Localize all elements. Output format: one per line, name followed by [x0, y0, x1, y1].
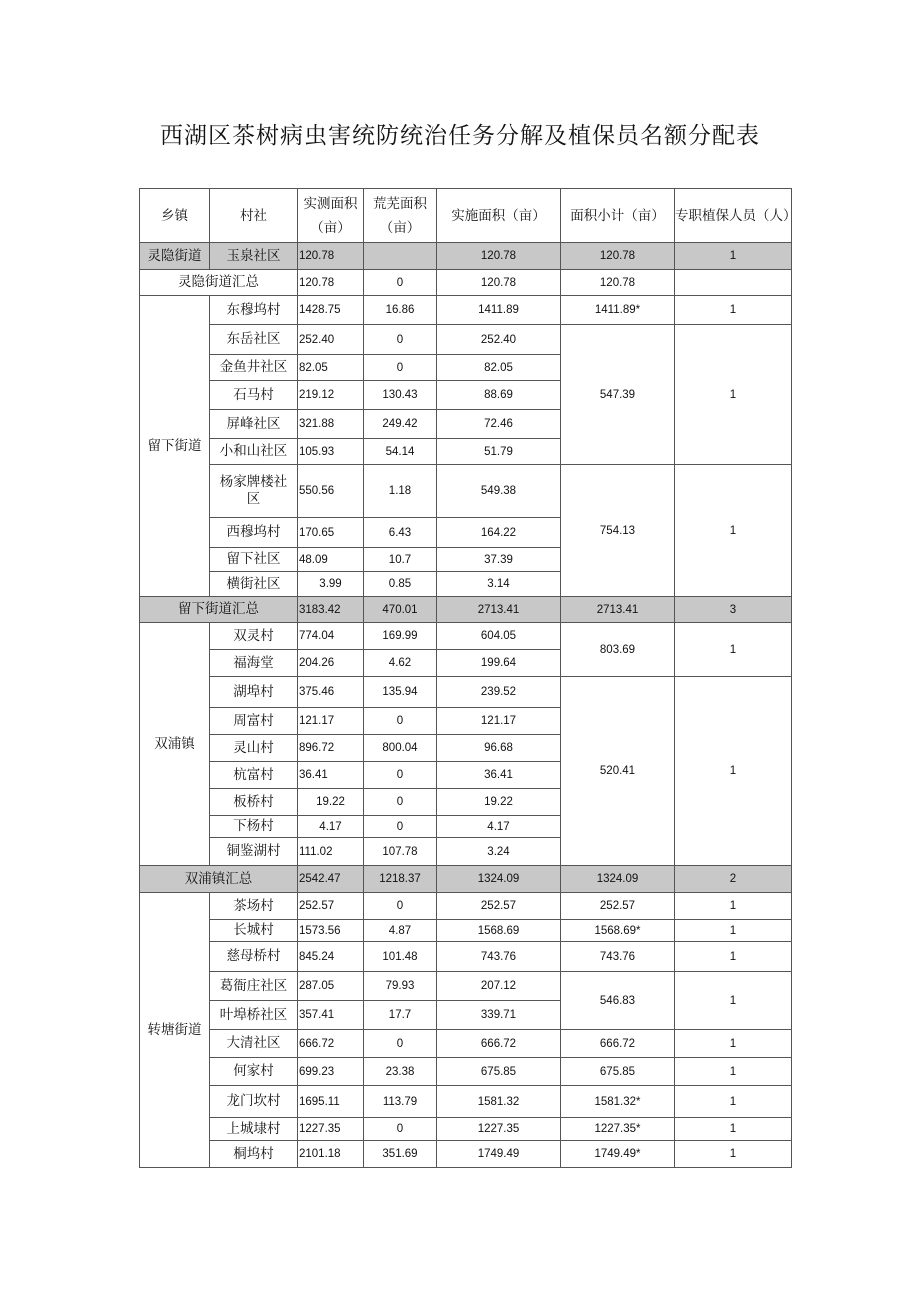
measured-cell: 666.72	[298, 1030, 364, 1058]
table-row	[140, 243, 792, 270]
implemented-cell: 239.52	[437, 677, 561, 708]
summary-label: 双浦镇汇总	[140, 866, 298, 893]
barren-cell: 0	[364, 1030, 437, 1058]
measured-cell: 357.41	[298, 1001, 364, 1030]
staff-cell: 1	[675, 1086, 792, 1118]
measured-cell: 1428.75	[298, 296, 364, 325]
implemented-cell: 19.22	[437, 789, 561, 816]
barren-cell: 130.43	[364, 381, 437, 410]
implemented-cell: 339.71	[437, 1001, 561, 1030]
subtotal-cell: 754.13	[561, 465, 675, 597]
village-cell: 铜鉴湖村	[210, 838, 298, 866]
measured-cell: 774.04	[298, 623, 364, 650]
subtotal-cell: 1411.89*	[561, 296, 675, 325]
measured-cell: 48.09	[298, 548, 364, 572]
subtotal-cell: 546.83	[561, 972, 675, 1030]
table-row	[140, 942, 792, 972]
subtotal-cell: 520.41	[561, 677, 675, 866]
header-implemented: 实施面积（亩）	[437, 189, 561, 243]
measured-cell: 19.22	[298, 789, 364, 816]
implemented-cell: 164.22	[437, 518, 561, 548]
barren-cell: 0	[364, 893, 437, 920]
village-cell: 长城村	[210, 920, 298, 942]
measured-cell: 3183.42	[298, 597, 364, 623]
implemented-cell: 2713.41	[437, 597, 561, 623]
implemented-cell: 36.41	[437, 762, 561, 789]
village-cell: 周富村	[210, 708, 298, 735]
barren-cell	[364, 243, 437, 270]
town-cell: 留下街道	[140, 296, 210, 597]
village-cell: 横街社区	[210, 572, 298, 597]
subtotal-cell: 1324.09	[561, 866, 675, 893]
implemented-cell: 37.39	[437, 548, 561, 572]
barren-cell: 16.86	[364, 296, 437, 325]
village-cell: 双灵村	[210, 623, 298, 650]
implemented-cell: 82.05	[437, 355, 561, 381]
measured-cell: 4.17	[298, 816, 364, 838]
implemented-cell: 4.17	[437, 816, 561, 838]
subtotal-cell: 2713.41	[561, 597, 675, 623]
village-cell: 石马村	[210, 381, 298, 410]
summary-row	[140, 866, 792, 893]
staff-cell: 1	[675, 677, 792, 866]
measured-cell: 550.56	[298, 465, 364, 518]
barren-cell: 0	[364, 325, 437, 355]
staff-cell: 1	[675, 893, 792, 920]
header-measured: 实测面积（亩）	[298, 189, 364, 243]
barren-cell: 0	[364, 816, 437, 838]
table-row	[140, 1030, 792, 1058]
staff-cell	[675, 270, 792, 296]
implemented-cell: 1411.89	[437, 296, 561, 325]
subtotal-cell: 1227.35*	[561, 1118, 675, 1141]
subtotal-cell: 1749.49*	[561, 1141, 675, 1168]
implemented-cell: 72.46	[437, 410, 561, 439]
measured-cell: 845.24	[298, 942, 364, 972]
village-cell: 杭富村	[210, 762, 298, 789]
barren-cell: 107.78	[364, 838, 437, 866]
staff-cell: 1	[675, 1030, 792, 1058]
measured-cell: 2101.18	[298, 1141, 364, 1168]
implemented-cell: 121.17	[437, 708, 561, 735]
measured-cell: 3.99	[298, 572, 364, 597]
subtotal-cell: 1581.32*	[561, 1086, 675, 1118]
barren-cell: 101.48	[364, 942, 437, 972]
staff-cell: 1	[675, 243, 792, 270]
barren-cell: 79.93	[364, 972, 437, 1001]
staff-cell: 1	[675, 325, 792, 465]
measured-cell: 321.88	[298, 410, 364, 439]
village-cell: 东岳社区	[210, 325, 298, 355]
village-cell: 小和山社区	[210, 439, 298, 465]
town-cell: 灵隐街道	[140, 243, 210, 270]
barren-cell: 0	[364, 270, 437, 296]
barren-cell: 249.42	[364, 410, 437, 439]
implemented-cell: 88.69	[437, 381, 561, 410]
subtotal-cell: 675.85	[561, 1058, 675, 1086]
village-cell: 板桥村	[210, 789, 298, 816]
header-row	[140, 189, 792, 243]
subtotal-cell: 547.39	[561, 325, 675, 465]
staff-cell: 1	[675, 1141, 792, 1168]
barren-cell: 0	[364, 762, 437, 789]
subtotal-cell: 803.69	[561, 623, 675, 677]
table-row	[140, 1058, 792, 1086]
subtotal-cell: 743.76	[561, 942, 675, 972]
staff-cell: 1	[675, 920, 792, 942]
summary-row	[140, 597, 792, 623]
barren-cell: 1.18	[364, 465, 437, 518]
village-cell: 茶场村	[210, 893, 298, 920]
village-cell: 屏峰社区	[210, 410, 298, 439]
measured-cell: 2542.47	[298, 866, 364, 893]
barren-cell: 0	[364, 355, 437, 381]
implemented-cell: 1227.35	[437, 1118, 561, 1141]
subtotal-cell: 666.72	[561, 1030, 675, 1058]
barren-cell: 17.7	[364, 1001, 437, 1030]
header-town: 乡镇	[140, 189, 210, 243]
summary-label: 灵隐街道汇总	[140, 270, 298, 296]
implemented-cell: 549.38	[437, 465, 561, 518]
village-cell: 下杨村	[210, 816, 298, 838]
implemented-cell: 3.24	[437, 838, 561, 866]
table-row	[140, 893, 792, 920]
barren-cell: 800.04	[364, 735, 437, 762]
barren-cell: 0.85	[364, 572, 437, 597]
staff-cell: 1	[675, 1118, 792, 1141]
village-cell: 杨家牌楼社区	[210, 465, 298, 518]
table-row	[140, 1086, 792, 1118]
measured-cell: 1573.56	[298, 920, 364, 942]
barren-cell: 10.7	[364, 548, 437, 572]
village-cell: 大清社区	[210, 1030, 298, 1058]
measured-cell: 252.57	[298, 893, 364, 920]
implemented-cell: 743.76	[437, 942, 561, 972]
implemented-cell: 675.85	[437, 1058, 561, 1086]
summary-label: 留下街道汇总	[140, 597, 298, 623]
subtotal-cell: 120.78	[561, 243, 675, 270]
measured-cell: 105.93	[298, 439, 364, 465]
village-cell: 灵山村	[210, 735, 298, 762]
measured-cell: 1227.35	[298, 1118, 364, 1141]
implemented-cell: 1324.09	[437, 866, 561, 893]
barren-cell: 113.79	[364, 1086, 437, 1118]
header-staff: 专职植保人员（人）	[675, 189, 792, 243]
task-allocation-table	[139, 188, 797, 1168]
implemented-cell: 1568.69	[437, 920, 561, 942]
measured-cell: 36.41	[298, 762, 364, 789]
barren-cell: 135.94	[364, 677, 437, 708]
table-row	[140, 623, 792, 650]
staff-cell: 1	[675, 1058, 792, 1086]
implemented-cell: 120.78	[437, 243, 561, 270]
measured-cell: 252.40	[298, 325, 364, 355]
barren-cell: 0	[364, 1118, 437, 1141]
town-cell: 转塘街道	[140, 893, 210, 1168]
subtotal-cell: 120.78	[561, 270, 675, 296]
subtotal-cell: 1568.69*	[561, 920, 675, 942]
header-barren: 荒芜面积（亩）	[364, 189, 437, 243]
barren-cell: 169.99	[364, 623, 437, 650]
staff-cell: 1	[675, 623, 792, 677]
measured-cell: 896.72	[298, 735, 364, 762]
table-row	[140, 972, 792, 1001]
staff-cell: 1	[675, 972, 792, 1030]
barren-cell: 6.43	[364, 518, 437, 548]
village-cell: 福海堂	[210, 650, 298, 677]
measured-cell: 204.26	[298, 650, 364, 677]
village-cell: 西穆坞村	[210, 518, 298, 548]
header-village: 村社	[210, 189, 298, 243]
barren-cell: 0	[364, 789, 437, 816]
implemented-cell: 207.12	[437, 972, 561, 1001]
table-row	[140, 296, 792, 325]
table-row	[140, 677, 792, 708]
staff-cell: 1	[675, 465, 792, 597]
barren-cell: 470.01	[364, 597, 437, 623]
staff-cell: 1	[675, 296, 792, 325]
measured-cell: 219.12	[298, 381, 364, 410]
implemented-cell: 1749.49	[437, 1141, 561, 1168]
town-cell: 双浦镇	[140, 623, 210, 866]
village-cell: 留下社区	[210, 548, 298, 572]
barren-cell: 0	[364, 708, 437, 735]
measured-cell: 82.05	[298, 355, 364, 381]
table-row	[140, 920, 792, 942]
village-cell: 龙门坎村	[210, 1086, 298, 1118]
measured-cell: 170.65	[298, 518, 364, 548]
implemented-cell: 252.57	[437, 893, 561, 920]
village-cell: 慈母桥村	[210, 942, 298, 972]
table-row	[140, 1141, 792, 1168]
village-cell: 湖埠村	[210, 677, 298, 708]
village-cell: 何家村	[210, 1058, 298, 1086]
village-cell: 金鱼井社区	[210, 355, 298, 381]
staff-cell: 1	[675, 942, 792, 972]
table-row	[140, 465, 792, 518]
implemented-cell: 199.64	[437, 650, 561, 677]
header-subtotal: 面积小计（亩）	[561, 189, 675, 243]
implemented-cell: 1581.32	[437, 1086, 561, 1118]
village-cell: 上城埭村	[210, 1118, 298, 1141]
barren-cell: 351.69	[364, 1141, 437, 1168]
table-row	[140, 1118, 792, 1141]
implemented-cell: 51.79	[437, 439, 561, 465]
barren-cell: 23.38	[364, 1058, 437, 1086]
measured-cell: 120.78	[298, 243, 364, 270]
measured-cell: 699.23	[298, 1058, 364, 1086]
summary-row	[140, 270, 792, 296]
village-cell: 东穆坞村	[210, 296, 298, 325]
table-row	[140, 325, 792, 355]
measured-cell: 111.02	[298, 838, 364, 866]
village-cell: 葛衙庄社区	[210, 972, 298, 1001]
measured-cell: 375.46	[298, 677, 364, 708]
implemented-cell: 120.78	[437, 270, 561, 296]
implemented-cell: 604.05	[437, 623, 561, 650]
implemented-cell: 96.68	[437, 735, 561, 762]
barren-cell: 4.87	[364, 920, 437, 942]
staff-cell: 3	[675, 597, 792, 623]
barren-cell: 4.62	[364, 650, 437, 677]
implemented-cell: 666.72	[437, 1030, 561, 1058]
measured-cell: 1695.11	[298, 1086, 364, 1118]
staff-cell: 2	[675, 866, 792, 893]
village-cell: 叶埠桥社区	[210, 1001, 298, 1030]
page-title: 西湖区茶树病虫害统防统治任务分解及植保员名额分配表	[160, 123, 760, 149]
measured-cell: 121.17	[298, 708, 364, 735]
subtotal-cell: 252.57	[561, 893, 675, 920]
measured-cell: 120.78	[298, 270, 364, 296]
barren-cell: 54.14	[364, 439, 437, 465]
implemented-cell: 3.14	[437, 572, 561, 597]
barren-cell: 1218.37	[364, 866, 437, 893]
measured-cell: 287.05	[298, 972, 364, 1001]
village-cell: 桐坞村	[210, 1141, 298, 1168]
village-cell: 玉泉社区	[210, 243, 298, 270]
implemented-cell: 252.40	[437, 325, 561, 355]
